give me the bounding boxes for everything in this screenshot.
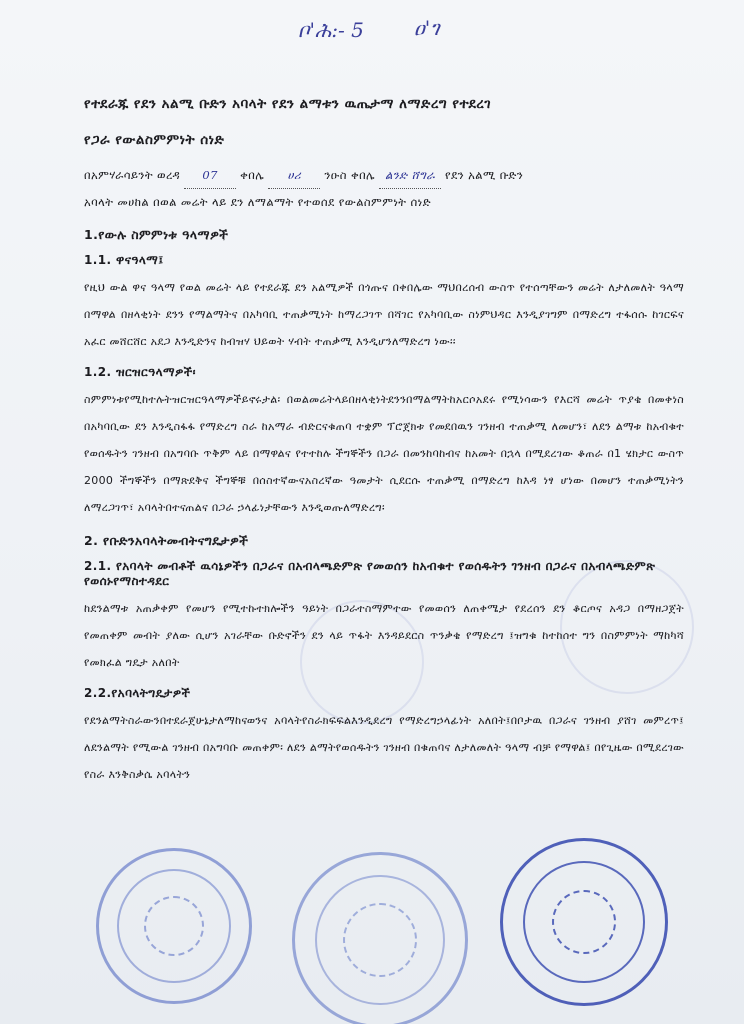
section-1-2-heading: 1.2. ዝርዝርዓላማዎች፡ — [84, 365, 196, 379]
document-title-line-2: የጋራ የውልስምምነት ሰነድ — [84, 132, 225, 148]
woreda-number-field: 07 — [184, 162, 236, 189]
section-2-heading: 2. የቡድንአባላትመብትናግዴታዎች — [84, 533, 249, 548]
official-stamp-icon — [500, 838, 668, 1006]
official-stamp-icon — [96, 848, 252, 1004]
section-2-2-heading: 2.2.የአባላትግዴታዎች — [84, 686, 191, 700]
kebele-field: ሀሪ — [268, 162, 320, 189]
official-stamp-icon — [292, 852, 468, 1024]
emblem-icon — [144, 896, 204, 956]
section-1-1-text: የዚህ ውል ዋና ዓላማ የወል መሬት ላይ የተደራጁ ደን አልሚዎች በጎጡና በቀበሌው ማህበረሰብ ውስጥ የተሰጣቸውን መሬት ለታለመለት ዓላማ በማዋል በዘላቂነት ደንን የማልማትና በአካባቢ ተጠቃሚነት ከማረጋገጥ በሻገር የአካባቢው ስነምህዳር እንዲያገግም በማድረግ ተፋሰሱ ከገርፍና አፈር መሸርሸር አደጋ እንዲድንና ከብዝሃ ህይወት ሃብት ተጠቃሚ እንዲሆንለማድረግ ነው፡፡ — [84, 281, 684, 348]
section-1-1-heading: 1.1. ዋናዓላማ፤ — [84, 253, 164, 267]
emblem-icon — [343, 903, 417, 977]
intro-text-line-2: አባላት መሀከል በወል መሬት ላይ ደን ለማልማት የተወሰደ የውልስምምነት ሰነድ — [84, 195, 431, 209]
emblem-icon — [552, 890, 616, 954]
handwritten-annotation-left: ቦ'ሕ:- 5 — [298, 18, 364, 42]
section-2-1-text: ከደንልማቱ አጠቃቀም የመሆን የሚተኩተክሎችን ዓይነት በጋራተስማምተው የመወሰን ለጠቀሜታ የደረሰን ደን ቆርጦና አዳጋ በማዘጋጀት የመጠቀም መብት ያለው ሲሆን አገራቸው ቡድኖችን ደን ላይ ጥፋት እንዳይደርስ ጥንቃቄ የማድረግ ፤ዝግቁ ከተከሰተ ግን በስምምነት ማከካሻ የመክፈል ግዴታ አለበት — [84, 602, 684, 669]
section-1-2-text: ስምምነቱየሚከተሉትዝርዝርዓላማዎችይኖሩታል፡ በወልመሬትላይበዘላቂነትደንንበማልማትከአርሶአደሩ የሚነሳውን የእርሻ መሬት ጥያቄ በመቀነስ በአካባቢው ደን እንዲስፋፋ የማድረግ ስራ ከአማራ ብድርናቁጠባ ተቋም ፕሮጀክቱ የመደበዉን ገንዘብ ተጠቃሚ ለመሆን፣ ለደን ልማቱ ከአብቁተ የወሰዱትን ገንዘብ በአግባቡ ጥቅም ላይ በማዋልና የተተከሉ ችግኞችን በጋራ በመንከባከብና ከአመት በኋላ በሚደረገው ቆጠራ በ1 ሄክታር ውስጥ 2000 ችግኞችን በማጽደቅና ችግኞቹ በሰስተኛውናአስረኛው ዓመታት ሲደርሱ ተጠቃሚ በማድረግ ከእዳ ነፃ ሆነው በመሆን ተጠቃሚነትን ለማረጋገጥ፣ አባላትበተናጠልና በጋራ ኃላፊነታቸውን እንዲወጡለማድረግ፡ — [84, 393, 684, 514]
section-1-heading: 1.የውሉ ስምምነቱ ዓላማዎች — [84, 227, 229, 242]
handwritten-annotation-right: ዐ'ገ — [414, 16, 440, 40]
document-title-line-1: የተደራጁ የደን አልሚ ቡድን አባላት የደን ልማቱን ዉጤታማ ለማድረግ የተደረገ — [84, 96, 492, 112]
section-2-1-heading: 2.1. የአባላት መብቶች ዉሳኔዎችን በጋራና በአብላጫድምጽ የመወሰን ከአብቁተ የወሰዱትን ገንዘብ በጋራና በአብላጫድምጽ የወሰኑየማስተዳደር — [84, 559, 656, 588]
section-2-2-text: የደንልማትስራውንበተደራጀሁኔታለማከናወንና አባላትየስራክፍፍልእንዲደረግ የማድረግኃላፊነት አለበት፤በቦታዉ በጋራና ገንዘብ ያሸገ መምረጥ፤ ለደንልማት የሚውል ገንዘብ በአግባቡ መጠቀም፡ ለደን ልማትየወሰዱትን ገንዘብ በቁጠባና ለታለመለት ዓላማ ብቻ የማዋል፤ በየጊዜው በሚደረገው የስራ እንቅስቃሴ አባላትን — [84, 714, 684, 781]
intro-text: በአምሃራሳይንት ወረዳ — [84, 168, 181, 182]
intro-paragraph — [84, 162, 684, 215]
intro-text: የደን አልሚ ቡድን — [444, 168, 524, 182]
intro-text: ንዑስ ቀበሌ — [324, 168, 375, 182]
document-body — [84, 86, 684, 788]
intro-text: ቀበሌ — [240, 168, 265, 182]
subkebele-field: ልንድ ሸግራ — [379, 162, 441, 189]
